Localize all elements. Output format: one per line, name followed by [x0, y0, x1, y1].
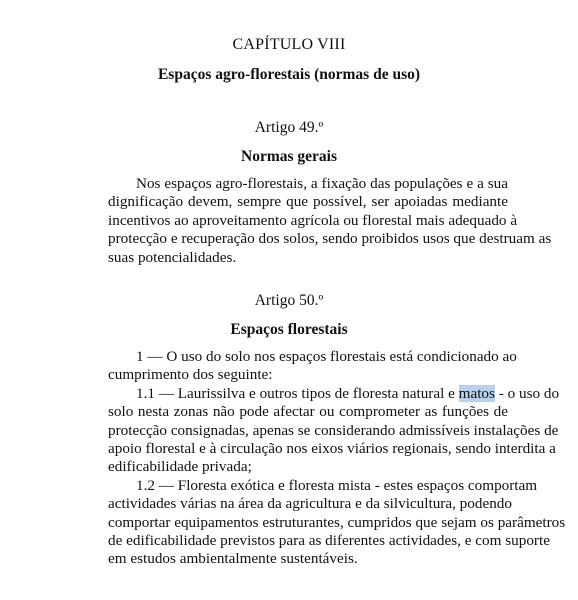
paragraph-line: protecção consignadas, apenas se considerando admissíveis instalações de: [108, 421, 559, 439]
paragraph-line: Nos espaços agro-florestais, a fixação das populações e a sua: [136, 175, 508, 192]
article-50-body: [108, 348, 566, 569]
article-50-title: Espaços florestais: [230, 321, 348, 338]
paragraph-line: actividades várias na área da agricultura e da silvicultura, podendo: [108, 495, 512, 513]
paragraph-line: solo nesta zonas não pode afectar ou comprometer as funções de: [108, 403, 508, 421]
paragraph-line: apoio florestal e à circulação nos eixos viários regionais, sendo interdita a: [108, 439, 556, 457]
paragraph-line-with-selection: [108, 384, 560, 403]
article-49-number: Artigo 49.º: [254, 119, 324, 136]
paragraph-line: 1 — O uso do solo nos espaços florestais está condicionado ao: [136, 348, 517, 365]
paragraph-line: edificabilidade privada;: [108, 458, 252, 476]
article-50-number: Artigo 50.º: [254, 292, 324, 309]
paragraph-line: incentivos ao aproveitamento agrícola ou florestal mais adequado à: [108, 211, 518, 229]
paragraph-line: em estudos ambientalmente sustentáveis.: [108, 550, 358, 568]
article-49-title: Normas gerais: [241, 148, 337, 165]
paragraph-line: cumprimento dos seguinte:: [108, 366, 273, 384]
paragraph-line: comportar equipamentos estruturantes, cumpridos que sejam os parâmetros: [108, 513, 566, 531]
paragraph-text: 1.1 — Laurissilva e outros tipos de floresta natural e: [136, 384, 459, 402]
article-49-body: [108, 175, 552, 267]
paragraph-line: protecção e recuperação dos solos, sendo proibidos usos que destruam as: [108, 230, 552, 248]
paragraph-line: suas potencialidades.: [108, 248, 237, 266]
chapter-heading: CAPÍTULO VIII: [232, 36, 346, 53]
paragraph-text: - o uso do: [494, 384, 560, 402]
chapter-title: Espaços agro-florestais (normas de uso): [157, 66, 421, 83]
paragraph-line: de edificabilidade previstos para as diferentes actividades, e com suporte: [108, 531, 550, 549]
paragraph-line: 1.2 — Floresta exótica e floresta mista - estes espaços comportam: [136, 476, 538, 494]
selected-text-highlight[interactable]: matos: [458, 384, 495, 402]
paragraph-line: dignificação devem, sempre que possível, ser apoiadas mediante: [108, 193, 508, 211]
